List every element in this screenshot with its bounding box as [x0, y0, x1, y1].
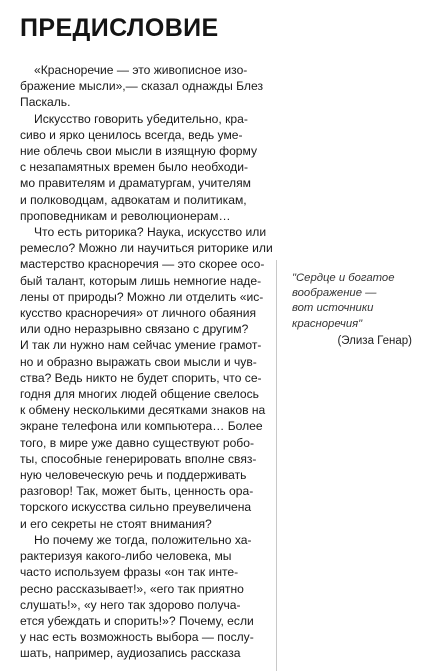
text-line: и его секреты не стоят внимания? [20, 516, 212, 531]
text-line: ремесло? Можно ли научиться риторике или [20, 241, 273, 256]
text-line: ресно рассказывает!», «его так приятно [20, 581, 244, 596]
text-line: ты, способные генерировать вполне связ- [20, 451, 257, 466]
text-line: И так ли нужно нам сейчас умение грамот- [20, 338, 262, 353]
text-line: сиво и ярко ценилось всегда, ведь уме- [20, 127, 243, 142]
text-line: разговор! Так, может быть, ценность ора- [20, 484, 254, 499]
paragraph [20, 62, 264, 111]
column-divider [276, 260, 277, 671]
text-line: мо правителям и драматургам, учителям [20, 176, 251, 191]
text-line: Искусство говорить убедительно, кра- [34, 111, 248, 126]
quote-text [292, 271, 422, 332]
text-line: того, в мире уже давно существуют робо- [20, 435, 254, 450]
text-line: или одно неразрывно связано с другим? [20, 322, 249, 337]
paragraph [20, 224, 273, 532]
text-line: шать, например, аудиозапись рассказа [20, 646, 241, 661]
text-line: рактеризуя какого-либо человека, мы [20, 549, 232, 564]
text-line: Паскаль. [20, 95, 71, 110]
text-line: «Красноречие — это живописное изо- [34, 63, 248, 77]
text-line: бый талант, которым лишь немногие наде- [20, 273, 262, 288]
text-line: к обмену несколькими десятками знаков на [20, 403, 266, 418]
main-text [20, 62, 273, 662]
quote-line: воображение — [292, 287, 377, 300]
text-line: ную человеческую речь и поддерживать [20, 468, 247, 483]
text-line: часто используем фразы «он так инте- [20, 565, 239, 580]
text-line: лены от природы? Можно ли отделить «ис- [20, 289, 264, 304]
text-line: годня для многих людей общение свелось [20, 387, 259, 402]
text-line: Но почему же тогда, положительно ха- [34, 532, 252, 547]
text-line: мастерство красноречия — это скорее осо- [20, 257, 265, 272]
text-line: торского искусства сильно преувеличена [20, 500, 252, 515]
text-line: кусство красноречия» от личного обаяния [20, 306, 257, 321]
paragraph [20, 111, 264, 224]
paragraph [20, 532, 264, 662]
text-line: у нас есть возможность выбора — послу- [20, 630, 254, 645]
text-line: и полководцам, адвокатам и политикам, [20, 192, 247, 207]
text-line: но и образно выражать свои мысли и чув- [20, 354, 257, 369]
page-title: ПРЕДИСЛОВИЕ [20, 14, 219, 42]
quote-line: вот источники [292, 302, 374, 315]
quote-author: (Элиза Генар) [337, 334, 412, 347]
text-line: Что есть риторика? Наука, искусство или [34, 225, 267, 240]
text-line: ется убеждать и спорить!»? Почему, если [20, 613, 254, 628]
text-line: ние облечь свои мысли в изящную форму [20, 144, 258, 159]
text-line: с незапамятных времен было необходи- [20, 160, 248, 175]
text-line: слушать!», «у него так здорово получа- [20, 597, 241, 612]
quote-line: красноречия" [292, 317, 363, 330]
text-line: бражение мысли»,— сказал однажды Блез [20, 79, 263, 94]
text-line: ства? Ведь никто не будет спорить, что се- [20, 370, 262, 385]
quote-line: "Сердце и богатое [292, 272, 395, 284]
text-line: проповедникам и революционерам… [20, 208, 231, 223]
sidebar-quote [292, 271, 422, 349]
text-line: экране телефона или компьютера… Более [20, 419, 263, 434]
